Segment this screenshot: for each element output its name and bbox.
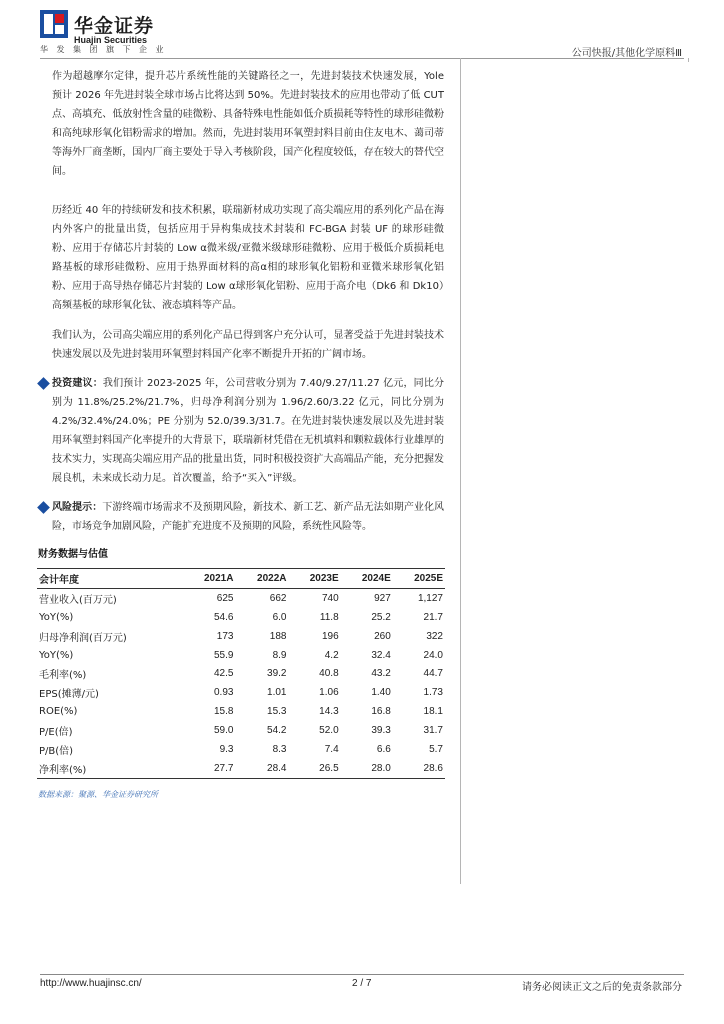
column-header: 2025E [393, 569, 445, 589]
table-cell: 260 [374, 630, 391, 642]
huajin-logo-icon [40, 10, 68, 38]
footer-website-link[interactable]: http://www.huajinsc.cn/ [40, 978, 142, 989]
table-cell: 173 [216, 630, 234, 642]
table-cell: 1.40 [371, 687, 391, 699]
paragraph-advanced-packaging: 作为超越摩尔定律，提升芯片系统性能的关键路径之一，先进封装技术快速发展，Yole 预计 2026 年先进封装全球市场占比将达到 50%。先进封装技术的应用也带动了低 CUT 点、高填充、低放射性含量的硅微粉、具备特殊电性能如低介质损耗等特性的球形硅微粉和高纯球形氧化铝粉需求的增加。然而，先进封装用环氧塑封料目前由住友电木、蔼司蒂等海外厂商垄断，国内厂商主要处于导入考核阶段，国产化程度较低，存在较大的替代空间。 [52, 71, 444, 177]
table-cell: 16.8 [371, 706, 391, 718]
table-cell: 1.73 [423, 687, 443, 699]
table-cell: 5.7 [429, 743, 443, 755]
column-header: 2022A [235, 569, 288, 589]
table-cell: 25.2 [371, 611, 391, 623]
table-cell: 6.6 [376, 743, 391, 755]
row-label: YoY(%) [39, 611, 74, 623]
column-divider [460, 58, 461, 884]
disclaimer-note: 请务必阅读正文之后的免责条款部分 [522, 982, 682, 993]
table-cell: 11.8 [319, 611, 339, 623]
investment-label: 投资建议： [52, 378, 103, 389]
header-divider [40, 58, 684, 59]
table-row [37, 683, 445, 702]
table-row [37, 627, 445, 646]
table-cell: 28.4 [235, 759, 288, 778]
table-row [37, 664, 445, 683]
row-label: EPS(摊薄/元) [39, 689, 99, 701]
column-header: 2024E [341, 569, 393, 589]
table-cell: 27.7 [182, 759, 235, 778]
row-label: 毛利率(%) [39, 670, 87, 682]
table-row [37, 702, 445, 721]
table-cell: 1,127 [417, 592, 443, 604]
logo-chinese-name: 华金证券 [74, 15, 155, 37]
table-row [37, 588, 445, 607]
table-cell: 26.5 [288, 759, 340, 778]
table-cell: 32.4 [371, 649, 391, 661]
table-cell: 28.6 [393, 759, 445, 778]
table-cell: 0.93 [214, 687, 234, 699]
logo-english-name: Huajin Securities [74, 35, 148, 45]
investment-text: 我们预计 2023-2025 年，公司营收分别为 7.40/9.27/11.27 亿元，同比分别为 11.8%/25.2%/21.7%，归母净利润分别为 1.96/2.60/3.22 亿元，同比分别为 4.2%/32.4%/24.0%；PE 分别为 52.0/39.3/31.7。在先进封装快速发展以及先进封装用环氧塑封料国产化率提升的大背景下，联瑞新材凭借在无机填料和颗粒载体行业雄厚的技术实力，实现高尖端应用产品的批量出货，同时积极投资扩大高端品产能，充分把握发展良机，未来成长动力足。首次覆盖，给予“买入”评级。 [52, 378, 444, 484]
row-label: 归母净利润(百万元) [39, 632, 127, 644]
table-cell: 52.0 [319, 725, 339, 737]
table-cell: 55.9 [214, 649, 234, 661]
column-header: 2023E [288, 569, 340, 589]
table-cell: 322 [426, 630, 443, 642]
row-label: 营业收入(百万元) [39, 594, 117, 606]
table-cell: 196 [321, 630, 339, 642]
table-cell: 39.3 [371, 725, 391, 737]
column-header: 会计年度 [37, 569, 182, 589]
table-cell: 8.3 [272, 743, 287, 755]
table-cell: 1.06 [319, 687, 339, 699]
table-cell: 625 [216, 592, 234, 604]
table-cell: 42.5 [214, 668, 234, 680]
table-row [37, 608, 445, 627]
row-label: YoY(%) [39, 649, 74, 661]
column-header: 2021A [182, 569, 235, 589]
table-cell: 8.9 [272, 649, 287, 661]
table-cell: 59.0 [214, 725, 234, 737]
table-cell: 24.0 [423, 649, 443, 661]
table-cell: 927 [374, 592, 391, 604]
table-row [37, 759, 445, 778]
table-header-row [37, 569, 445, 589]
table-cell: 4.2 [324, 649, 339, 661]
header-tick [688, 58, 689, 62]
footer-divider [40, 974, 684, 975]
risk-warning [52, 498, 444, 536]
table-cell: 188 [269, 630, 287, 642]
paragraph-product-history: 历经近 40 年的持续研发和技术积累，联瑞新材成功实现了高尖端应用的系列化产品在海内外客户的批量出货，包括应用于异构集成技术封装和 FC-BGA 封装 UF 的球形硅微粉、应用于存储芯片封装的 Low α微米级/亚微米级球形硅微粉、应用于极低介质损耗电路基板的球形硅微粉、应用于热界面材料的高α相的球形氧化铝粉和亚微米球形氧化铝粉、应用于高导热存储芯片封装的 Low α球形氧化铝粉、应用于高介电（Dk6 和 Dk10）高频基板的球形氧化钛、液态填料等产品。 [52, 205, 444, 311]
table-row [37, 740, 445, 759]
table-cell: 6.0 [272, 611, 287, 623]
table-cell: 40.8 [319, 668, 339, 680]
table-row [37, 646, 445, 665]
financial-table [37, 568, 445, 779]
table-cell: 28.0 [341, 759, 393, 778]
header-slogan: 华发集团旗下企业 [40, 45, 172, 54]
row-label: P/B(倍) [39, 745, 74, 757]
report-type: 公司快报/其他化学原料Ⅲ [571, 48, 682, 59]
table-title: 财务数据与估值 [38, 549, 108, 560]
table-source: 数据来源：聚源、华金证券研究所 [38, 790, 158, 799]
table-cell: 740 [321, 592, 339, 604]
table-cell: 1.01 [267, 687, 287, 699]
table-cell: 18.1 [423, 706, 443, 718]
table-cell: 15.3 [267, 706, 287, 718]
paragraph-view: 我们认为，公司高尖端应用的系列化产品已得到客户充分认可，显著受益于先进封装技术快速发展以及先进封装用环氧塑封料国产化率不断提升开拓的广阔市场。 [52, 330, 444, 360]
row-label: P/E(倍) [39, 727, 73, 739]
bullet-diamond-icon [37, 501, 50, 514]
table-cell: 43.2 [371, 668, 391, 680]
table-cell: 15.8 [214, 706, 234, 718]
table-cell: 54.6 [214, 611, 234, 623]
bullet-diamond-icon [37, 377, 50, 390]
table-cell: 21.7 [423, 611, 443, 623]
table-cell: 9.3 [219, 743, 234, 755]
row-label: 净利率(%) [37, 759, 182, 778]
table-cell: 31.7 [423, 725, 443, 737]
table-cell: 39.2 [267, 668, 287, 680]
table-row [37, 721, 445, 740]
table-cell: 44.7 [423, 668, 443, 680]
table-cell: 54.2 [267, 725, 287, 737]
row-label: ROE(%) [39, 706, 78, 718]
table-cell: 14.3 [319, 706, 339, 718]
table-cell: 7.4 [324, 743, 339, 755]
risk-text: 下游终端市场需求不及预期风险，新技术、新工艺、新产品无法如期产业化风险，市场竞争加剧风险，产能扩充进度不及预期的风险，系统性风险等。 [52, 502, 445, 532]
page-number: 2 / 7 [352, 978, 372, 989]
investment-advice [52, 374, 444, 488]
risk-label: 风险提示： [52, 502, 103, 513]
table-cell: 662 [269, 592, 287, 604]
